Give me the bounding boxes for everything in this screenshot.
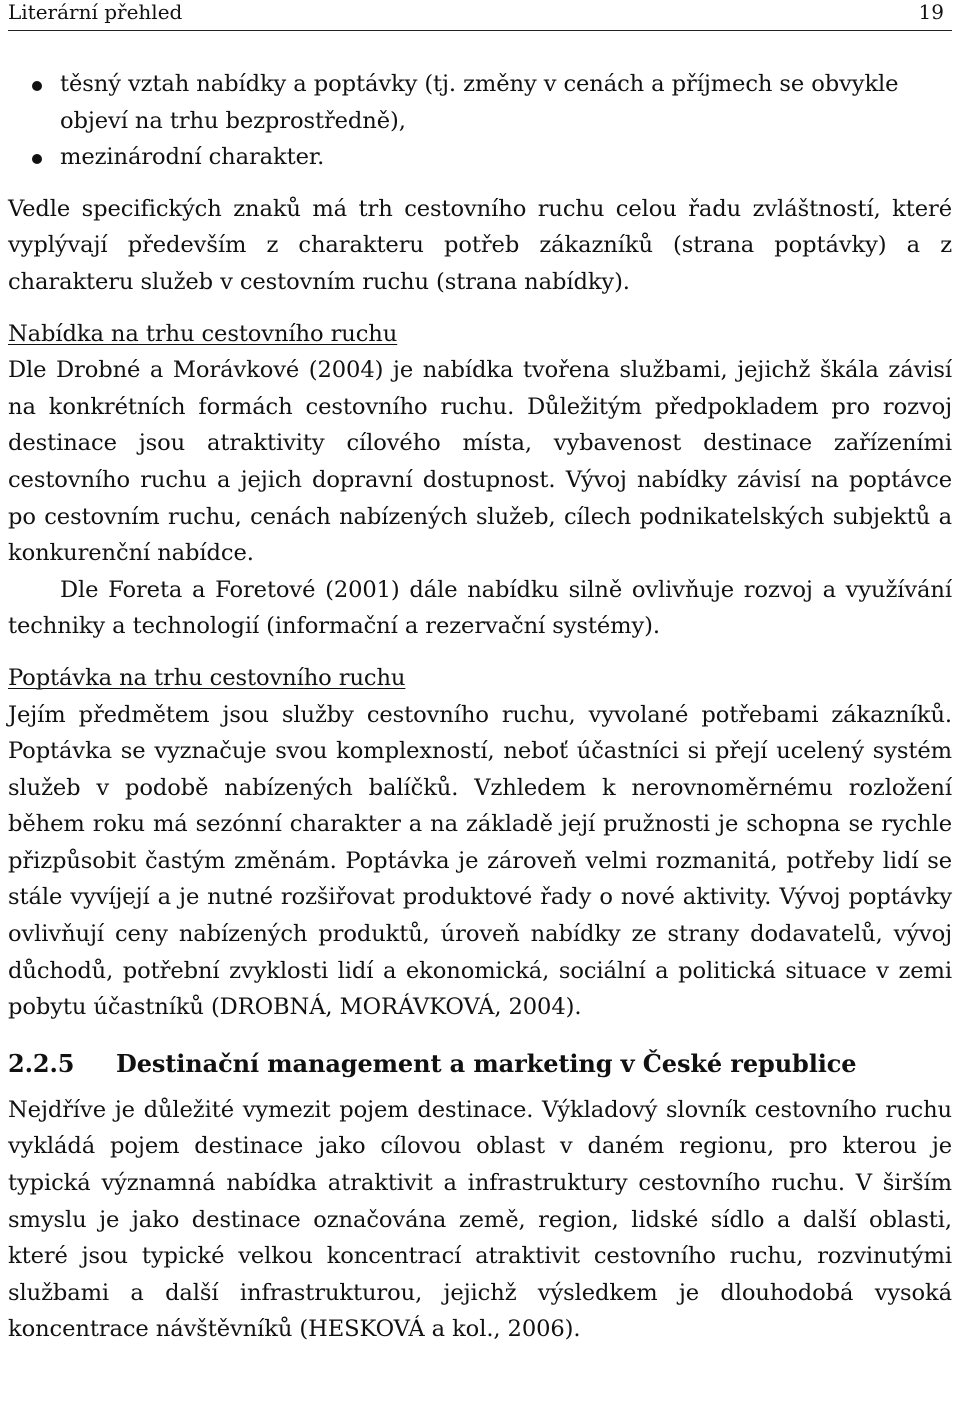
intro-paragraph: Vedle specifických znaků má trh cestovního ruchu celou řadu zvláštností, které vyplývají především z charakteru potřeb zákazníků (strana poptávky) a z charakteru služeb v cestovním ruchu (strana nabídky).: [8, 195, 952, 295]
demand-heading: Poptávka na trhu cestovního ruchu: [8, 664, 406, 691]
section-heading: [8, 1046, 952, 1082]
bullet-list: [8, 66, 952, 176]
page-body: [8, 66, 952, 1348]
supply-paragraph: Dle Drobné a Morávkové (2004) je nabídka tvořena službami, jejichž škála závisí na konkrétních formách cestovního ruchu. Důležitým předpokladem pro rozvoj destinace jsou atraktivity cílového místa, vybavenost destinace zařízeními cestovního ruchu a jejich dopravní dostupnost. Vývoj nabídky závisí na poptávce po cestovním ruchu, cenách nabízených služeb, cílech podnikatelských subjektů a konkurenční nabídce.: [8, 357, 952, 567]
supply-heading: Nabídka na trhu cestovního ruchu: [8, 320, 398, 347]
list-item: těsný vztah nabídky a poptávky (tj. změny v cenách a příjmech se obvykle objeví na trhu bezprostředně),: [8, 66, 952, 139]
page-number: 19: [918, 0, 944, 24]
section-number: 2.2.5: [8, 1048, 75, 1078]
demand-paragraph: Jejím předmětem jsou služby cestovního ruchu, vyvolané potřebami zákazníků. Poptávka se vyznačuje svou komplexností, neboť účastníci si přejí ucelený systém služeb v podobě nabízených balíčků. Vzhledem k nerovnoměrnému rozložení během roku má sezónní charakter a na základě její pružnosti je schopna se rychle přizpůsobit častým změnám. Poptávka je zároveň velmi rozmanitá, potřeby lidí se stále vyvíjejí a je nutné rozšiřovat produktové řady o nové aktivity. Vývoj poptávky ovlivňují ceny nabízených produktů, úroveň nabídky ze strany dodavatelů, vývoj důchodů, potřební zvyklosti lidí a ekonomická, sociální a politická situace v zemi pobytu účastníků (DROBNÁ, MORÁVKOVÁ, 2004).: [8, 701, 952, 1021]
list-item: mezinárodní charakter.: [8, 139, 952, 176]
section-paragraph: Nejdříve je důležité vymezit pojem destinace. Výkladový slovník cestovního ruchu vykládá pojem destinace jako cílovou oblast v daném regionu, pro kterou je typická významná nabídka atraktivit a infrastruktury cestovního ruchu. V širším smyslu je jako destinace označována země, region, lidské sídlo a další oblasti, které jsou typické velkou koncentrací atraktivit cestovního ruchu, rozvinutými službami a další infrastrukturou, jejichž výsledkem je dlouhodobá vysoká koncentrace návštěvníků (HESKOVÁ a kol., 2006).: [8, 1096, 952, 1343]
chapter-title: Literární přehled: [8, 0, 183, 24]
section-title: Destinační management a marketing v České republice: [116, 1048, 857, 1078]
supply-paragraph-2: Dle Foreta a Foretové (2001) dále nabídku silně ovlivňuje rozvoj a využívání techniky a technologií (informační a rezervační systémy).: [8, 576, 952, 640]
running-header: [8, 0, 952, 31]
